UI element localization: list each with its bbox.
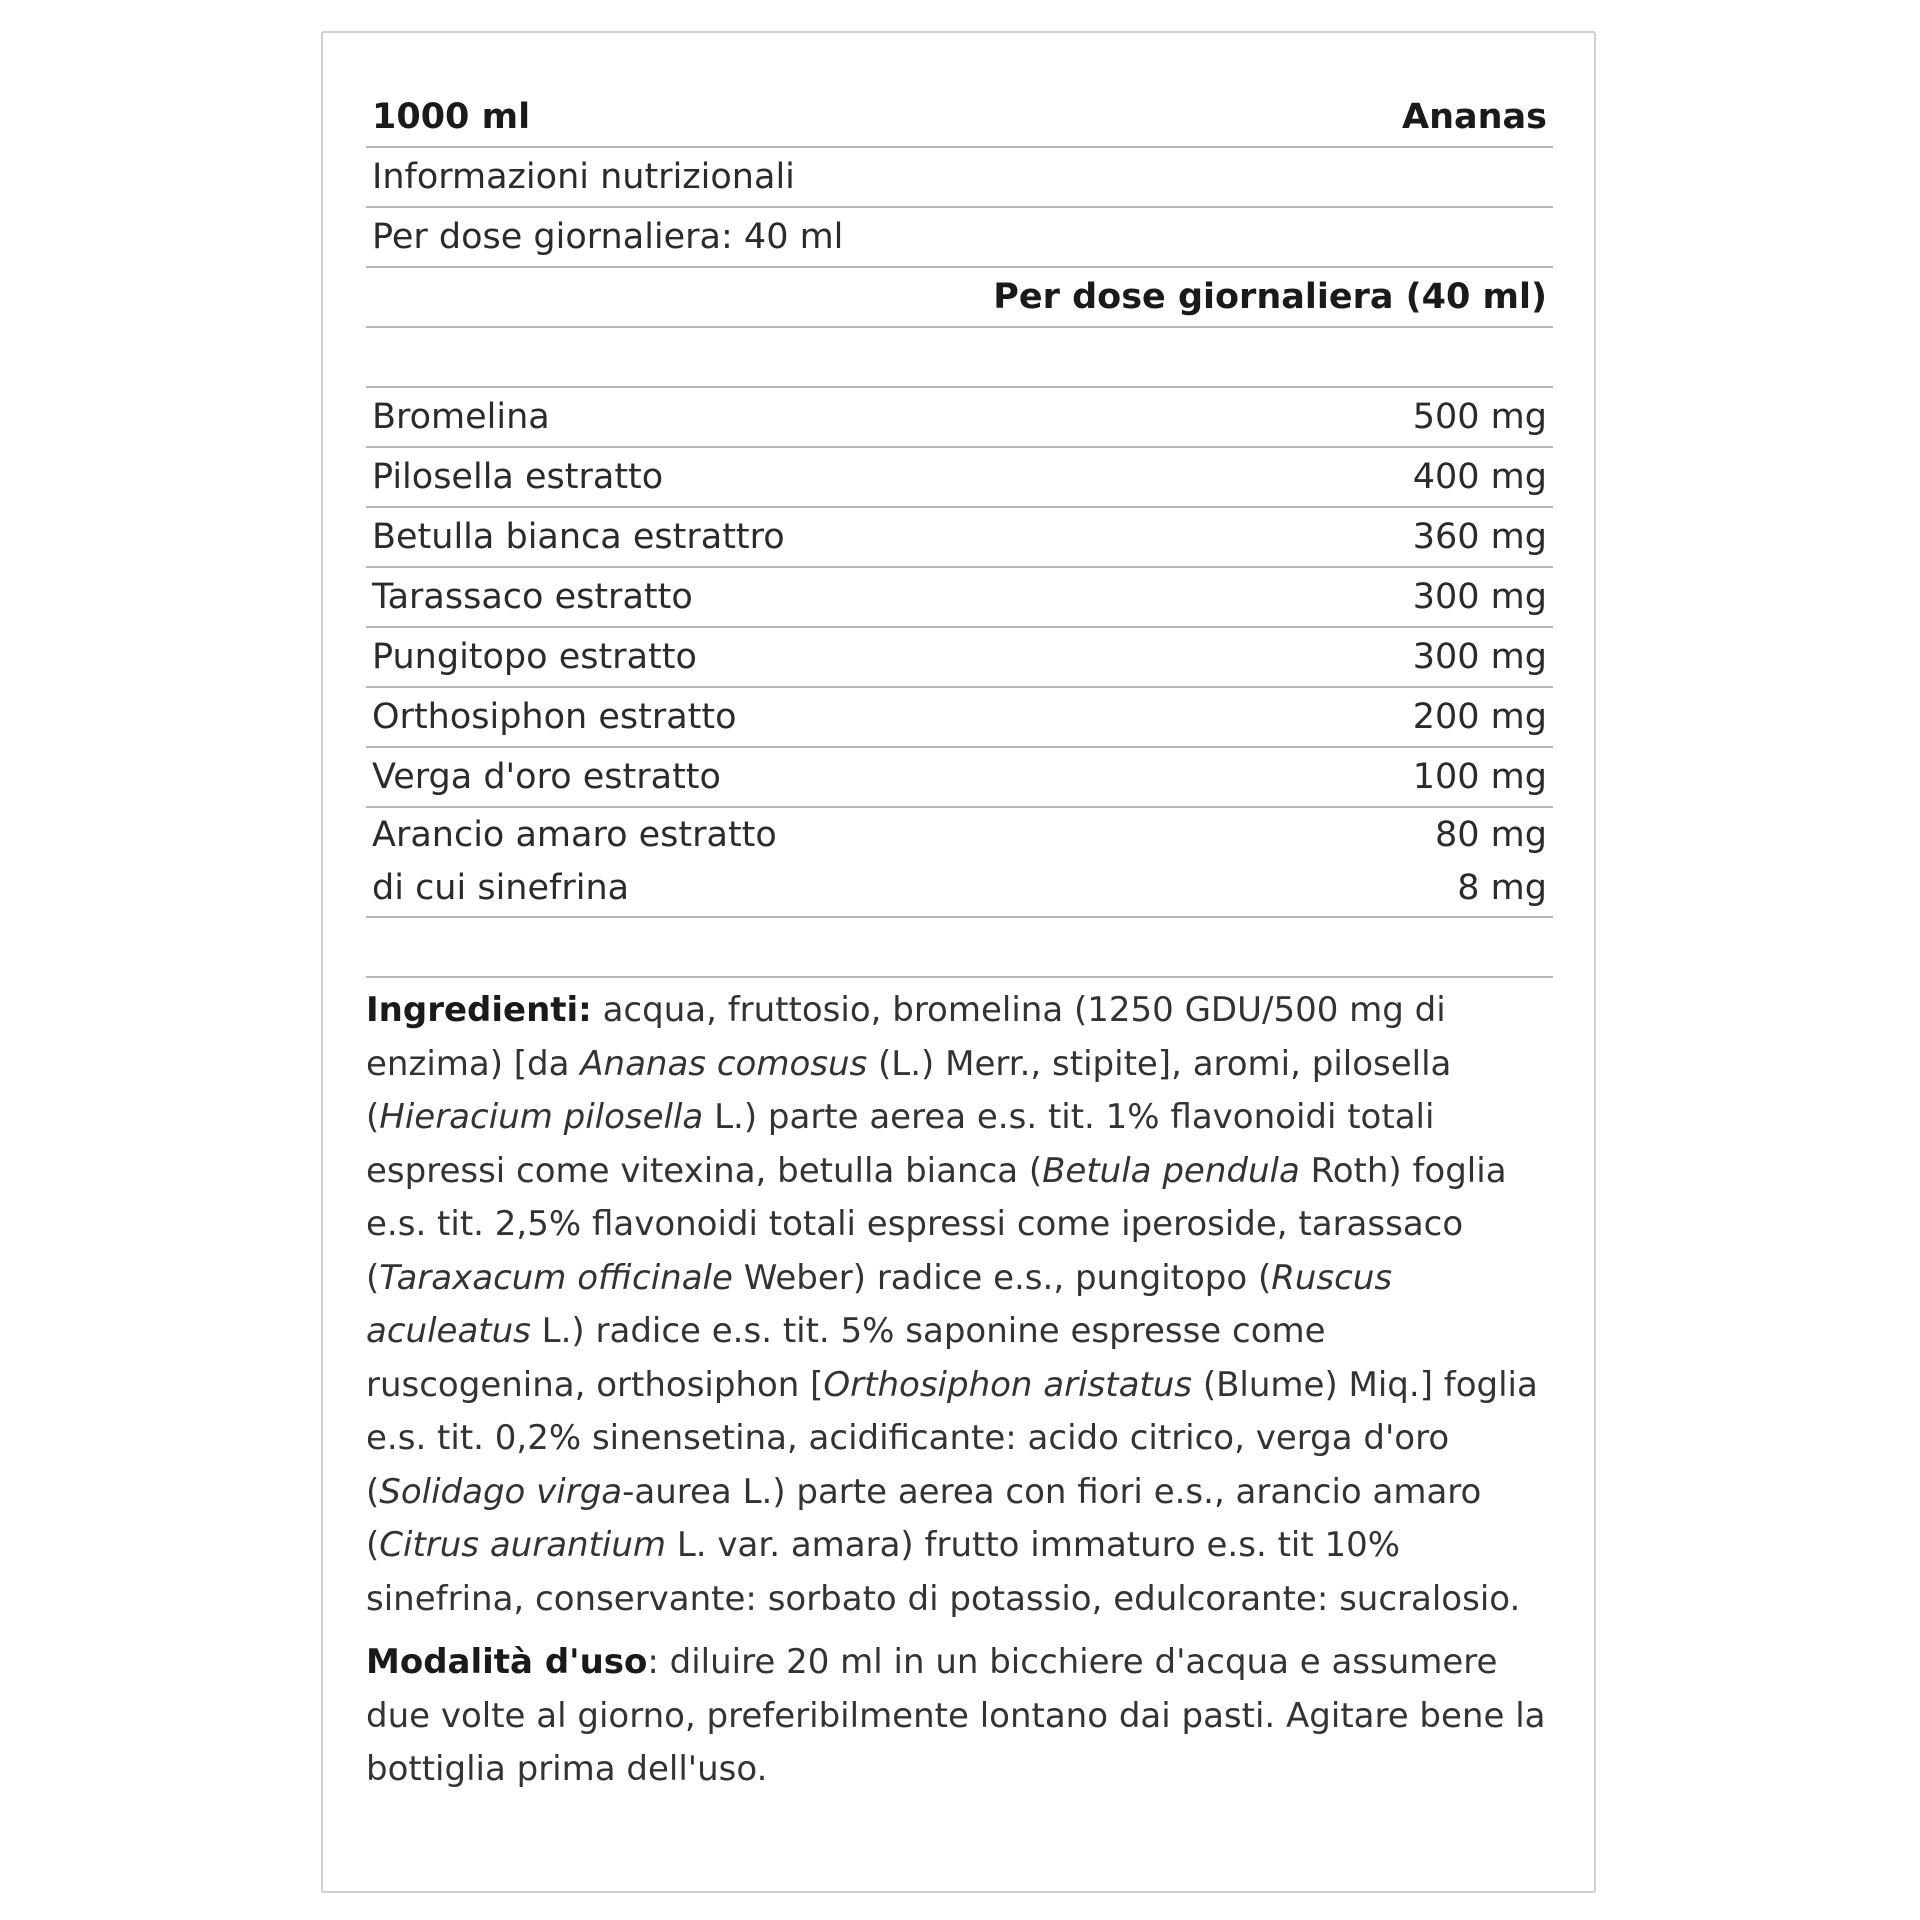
- nutrient-row: [366, 388, 1553, 448]
- nutrient-name: Arancio amaro estratto: [372, 815, 777, 855]
- serving-row: [366, 208, 1553, 268]
- info-title: Informazioni nutrizionali: [372, 156, 795, 197]
- nutrient-sub-amount: 8 mg: [1457, 868, 1547, 908]
- ingredients-text: (L.) Merr., stipite], aromi, pilosella (: [366, 1043, 1452, 1137]
- nutrient-amount: 100 mg: [1412, 756, 1547, 797]
- nutrient-name: Tarassaco estratto: [372, 576, 693, 617]
- botanical-name: Ananas comosus: [580, 1043, 868, 1084]
- ingredients-text: L. var. amara) frutto immaturo e.s. tit 10% sinefrina, conservante: sorbato di potassio, edulcorante: sucralosio.: [366, 1525, 1521, 1619]
- nutrient-main-line: [372, 809, 1547, 862]
- nutrient-amount: 300 mg: [1412, 576, 1547, 617]
- ingredients-text: Roth) foglia e.s. tit. 2,5% flavonoidi totali espressi come iperoside, tarassaco (: [366, 1150, 1507, 1298]
- nutrient-amount: 80 mg: [1435, 815, 1547, 855]
- botanical-name: Solidago virga: [379, 1471, 623, 1512]
- volume: 1000 ml: [372, 96, 531, 137]
- column-header-row: [366, 268, 1553, 328]
- nutrient-name: Orthosiphon estratto: [372, 696, 737, 737]
- nutrient-name: Verga d'oro estratto: [372, 756, 721, 797]
- nutrient-row: [366, 748, 1553, 808]
- ingredients-text: (Blume) Miq.] foglia e.s. tit. 0,2% sinensetina, acidificante: acido citrico, verga d'oro (: [366, 1364, 1538, 1512]
- nutrient-sub-name: di cui sinefrina: [372, 868, 630, 908]
- nutrient-row: [366, 688, 1553, 748]
- info-title-row: [366, 148, 1553, 208]
- nutrient-amount: 400 mg: [1412, 456, 1547, 497]
- ingredients-label: Ingredienti:: [366, 990, 592, 1030]
- usage-text: : diluire 20 ml in un bicchiere d'acqua e assumere due volte al giorno, preferibilmente lontano dai pasti. Agitare bene la bottiglia prima dell'uso.: [366, 1642, 1546, 1789]
- usage-paragraph: [366, 1636, 1553, 1797]
- botanical-name: Citrus aurantium: [379, 1525, 667, 1565]
- nutrient-table: [366, 388, 1553, 918]
- botanical-name: Ruscus aculeatus: [366, 1257, 1393, 1351]
- nutrient-name: Betulla bianca estrattro: [372, 516, 785, 557]
- nutrient-amount: 300 mg: [1412, 636, 1547, 677]
- column-header: Per dose giornaliera (40 ml): [993, 276, 1547, 317]
- blank-row: [366, 328, 1553, 388]
- nutrient-row: [366, 508, 1553, 568]
- flavor: Ananas: [1402, 96, 1547, 137]
- nutrient-row: [366, 628, 1553, 688]
- serving-size: Per dose giornaliera: 40 ml: [372, 216, 844, 257]
- nutrient-row: [366, 448, 1553, 508]
- botanical-name: Betula pendula: [1042, 1150, 1300, 1191]
- ingredients-text: -aurea L.) parte aerea con fiori e.s., arancio amaro (: [366, 1471, 1482, 1565]
- ingredients-paragraph: [366, 984, 1553, 1626]
- nutrient-amount: 500 mg: [1412, 396, 1547, 437]
- ingredients-text: L.) radice e.s. tit. 5% saponine espresse come ruscogenina, orthosiphon [: [366, 1311, 1326, 1405]
- nutrient-row: [366, 568, 1553, 628]
- nutrient-amount: 360 mg: [1412, 516, 1547, 557]
- nutrient-sub-line: [372, 862, 1547, 915]
- label-content: [366, 88, 1553, 1797]
- ingredients-text: acqua, fruttosio, bromelina (1250 GDU/500 mg di enzima) [da: [366, 990, 1446, 1084]
- header-row: [366, 88, 1553, 148]
- text-section: [366, 984, 1553, 1797]
- nutrition-label-card: [321, 31, 1596, 1893]
- nutrient-row-with-sub: [366, 808, 1553, 918]
- botanical-name: Taraxacum officinale: [379, 1257, 733, 1298]
- nutrient-name: Bromelina: [372, 396, 550, 437]
- blank-row: [366, 918, 1553, 978]
- usage-label: Modalità d'uso: [366, 1642, 648, 1682]
- nutrient-name: Pilosella estratto: [372, 456, 664, 497]
- botanical-name: Orthosiphon aristatus: [823, 1364, 1193, 1405]
- nutrient-amount: 200 mg: [1412, 696, 1547, 737]
- botanical-name: Hieracium pilosella: [379, 1097, 704, 1137]
- ingredients-text: L.) parte aerea e.s. tit. 1% flavonoidi totali espressi come vitexina, betulla bianca (: [366, 1097, 1435, 1191]
- nutrient-name: Pungitopo estratto: [372, 636, 697, 677]
- ingredients-text: Weber) radice e.s., pungitopo (: [732, 1257, 1272, 1298]
